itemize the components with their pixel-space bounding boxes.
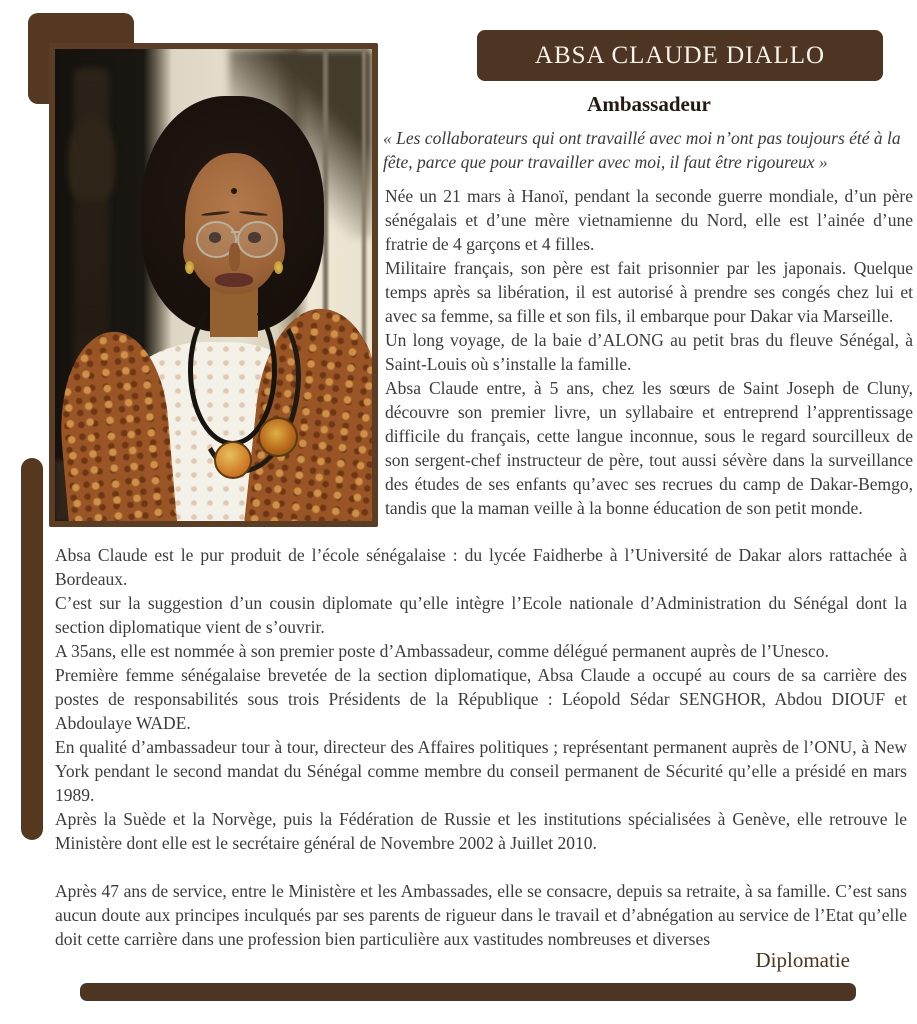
- bio-paragraph: Née un 21 mars à Hanoï, pendant la seconde guerre mondiale, d’un père sénégalais et d’une mère vietnamienne du Nord, elle est l’ainée d’une fratrie de 4 garçons et 4 filles.: [385, 186, 913, 254]
- pull-quote: « Les collaborateurs qui ont travaillé avec moi n’ont pas toujours été à la fête, parce que pour travailler avec moi, il faut être rigoureux »: [383, 128, 901, 172]
- left-accent-bar: [21, 458, 43, 840]
- category-label: Diplomatie: [755, 948, 850, 972]
- woman-glasses-bridge: [231, 231, 241, 233]
- page-title: ABSA CLAUDE DIALLO: [534, 41, 826, 69]
- bottom-accent-bar: [80, 983, 856, 1001]
- name-banner: [477, 30, 883, 81]
- woman-glasses-right-lens: [237, 221, 277, 258]
- bio-intro-column: [385, 184, 913, 520]
- bio-closing-paragraph: Après 47 ans de service, entre le Ministère et les Ambassades, elle se consacre, depuis sa retraite, à sa famille. C’est sans aucun doute aux principes inculqués par ses parents de rigueur dans le travail et d’abnégation au service de l’Etat qu’elle doit cette carrière dans une profession bien particulière aux vastitudes nombreuses et diverses: [55, 881, 907, 949]
- bio-paragraph: A 35ans, elle est nommée à son premier poste d’Ambassadeur, comme délégué permanent auprès de l’Unesco.: [55, 641, 829, 661]
- bio-paragraph: Première femme sénégalaise brevetée de la section diplomatique, Absa Claude a occupé au cours de sa carrière des postes de responsabilités sous trois Présidents de la République : Léopold Sédar SENGHOR, Abdou DIOUF et Abdoulaye WADE.: [55, 665, 907, 733]
- woman-nose: [229, 243, 240, 271]
- woman-necklace-pendant: [214, 441, 252, 479]
- woman-earring-right: [274, 261, 283, 274]
- photo-wood-sculpture-top: [68, 115, 116, 200]
- woman-mouth: [215, 273, 253, 287]
- portrait-photo-frame: [49, 43, 378, 527]
- bio-paragraph: Militaire français, son père est fait prisonnier par les japonais. Quelque temps après sa libération, il est autorisé à prendre ses congés chez lui et avec sa femme, sa fille et son fils, il embarque pour Dakar via Marseille.: [385, 258, 913, 326]
- bio-paragraph: Absa Claude entre, à 5 ans, chez les sœurs de Saint Joseph de Cluny, découvre son premier livre, un syllabaire et entreprend l’apprentissage difficile du français, cette langue inconnue, sous le regard sourcilleux de son sergent-chef instructeur de père, tout aussi sévère dans la surveillance des études de ses enfants qu’avec ses recrues du camp de Dakar-Bemgo, tandis que la maman veille à la bonne éducation de son petit monde.: [385, 378, 913, 518]
- bio-paragraph: C’est sur la suggestion d’un cousin diplomate qu’elle intègre l’Ecole nationale d’Administration du Sénégal dont la section diplomatique vient de s’ouvrir.: [55, 593, 907, 637]
- bio-paragraph: Un long voyage, de la baie d’ALONG au petit bras du fleuve Sénégal, à Saint-Louis où s’installe la famille.: [385, 330, 913, 374]
- bio-main-section: [55, 543, 907, 951]
- role-subtitle: Ambassadeur: [587, 92, 711, 116]
- bio-paragraph: Absa Claude est le pur produit de l’école sénégalaise : du lycée Faidherbe à l’Université de Dakar alors rattachée à Bordeaux.: [55, 545, 907, 589]
- bio-paragraph: En qualité d’ambassadeur tour à tour, directeur des Affaires politiques ; représentant permanent auprès de l’ONU, à New York pendant le second mandat du Sénégal comme membre du conseil permanent de Sécurité qu’elle a présidé en mars 1989.: [55, 737, 907, 805]
- portrait-photo: [55, 49, 372, 521]
- woman-necklace-pendant: [258, 417, 298, 457]
- bio-paragraph: Après la Suède et la Norvège, puis la Fédération de Russie et les institutions spécialisées à Genève, elle retrouve le Ministère dont elle est le secrétaire général de Novembre 2002 à Juillet 2010.: [55, 809, 907, 853]
